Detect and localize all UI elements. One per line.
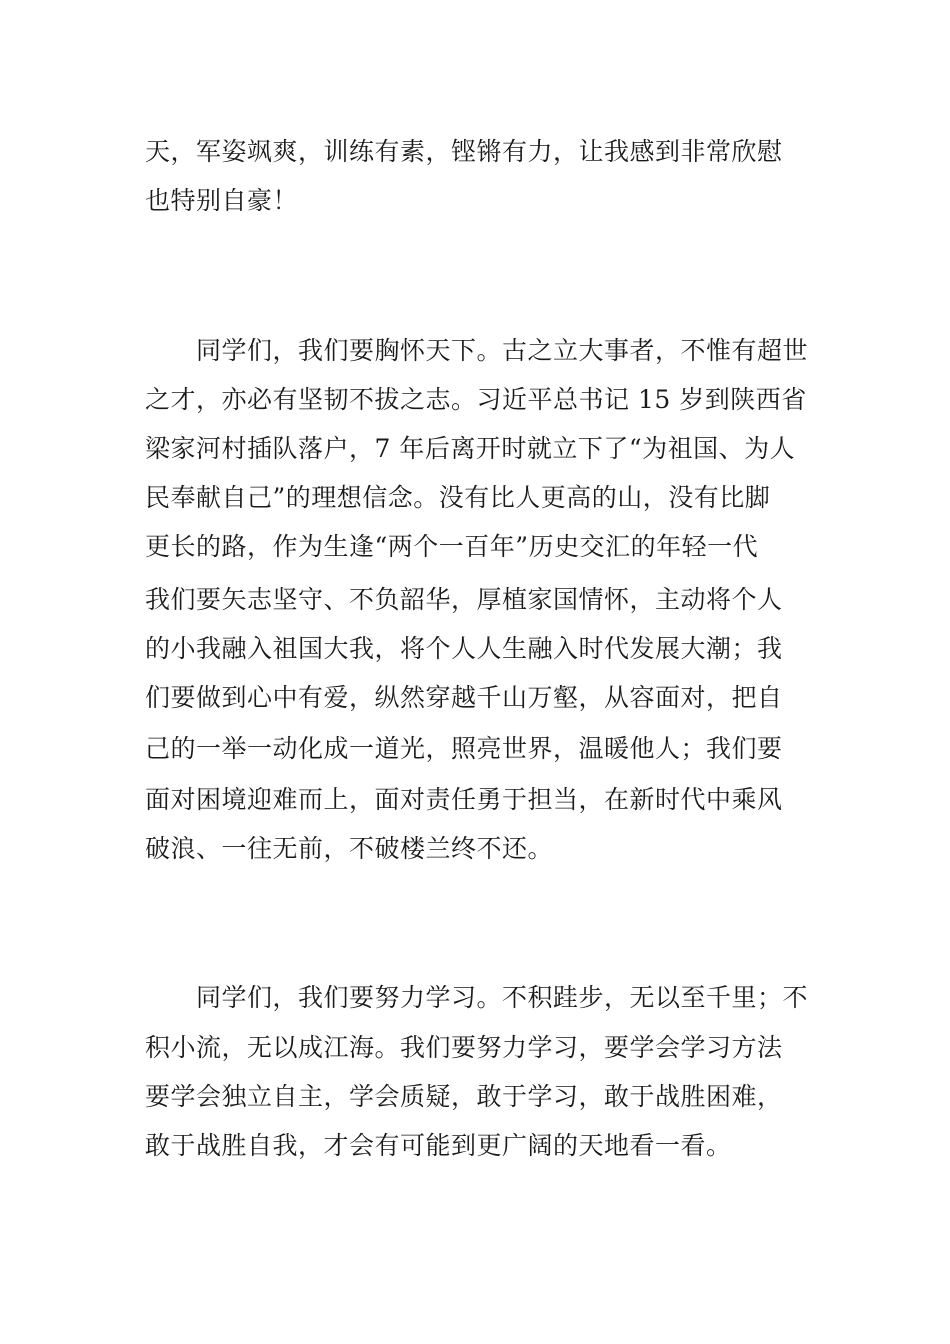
text-line: 同学们，我们要努力学习。不积跬步，无以至千里；不 xyxy=(145,983,809,1012)
text-line: 们要做到心中有爱，纵然穿越千山万壑，从容面对，把自 xyxy=(145,683,783,712)
text-line: 破浪、一往无前，不破楼兰终不还。 xyxy=(145,834,554,863)
text-line: 我们要矢志坚守、不负韶华，厚植家国情怀，主动将个人 xyxy=(145,585,783,614)
text-line: 面对困境迎难而上，面对责任勇于担当，在新时代中乘风 xyxy=(145,785,783,814)
text-line: 积小流，无以成江海。我们要努力学习，要学会学习方法 xyxy=(145,1033,783,1062)
text-line: 同学们，我们要胸怀天下。古之立大事者，不惟有超世 xyxy=(145,336,809,365)
text-line: 之才，亦必有坚韧不拔之志。习近平总书记 15 岁到陕西省 xyxy=(145,385,807,414)
text-line: 的小我融入祖国大我，将个人人生融入时代发展大潮；我 xyxy=(145,634,783,663)
text-line: 更长的路，作为生逢“两个一百年”历史交汇的年轻一代 xyxy=(145,532,759,561)
text-line: 民奉献自己”的理想信念。没有比人更高的山，没有比脚 xyxy=(145,483,771,512)
text-line: 也特别自豪！ xyxy=(145,186,299,215)
text-line: 天，军姿飒爽，训练有素，铿锵有力，让我感到非常欣慰 xyxy=(145,137,783,166)
text-line: 己的一举一动化成一道光，照亮世界，温暖他人；我们要 xyxy=(145,734,783,763)
text-line: 梁家河村插队落户，7 年后离开时就立下了“为祖国、为人 xyxy=(145,434,796,463)
text-line: 要学会独立自主，学会质疑，敢于学习，敢于战胜困难， xyxy=(145,1082,783,1111)
text-line: 敢于战胜自我，才会有可能到更广阔的天地看一看。 xyxy=(145,1131,732,1160)
